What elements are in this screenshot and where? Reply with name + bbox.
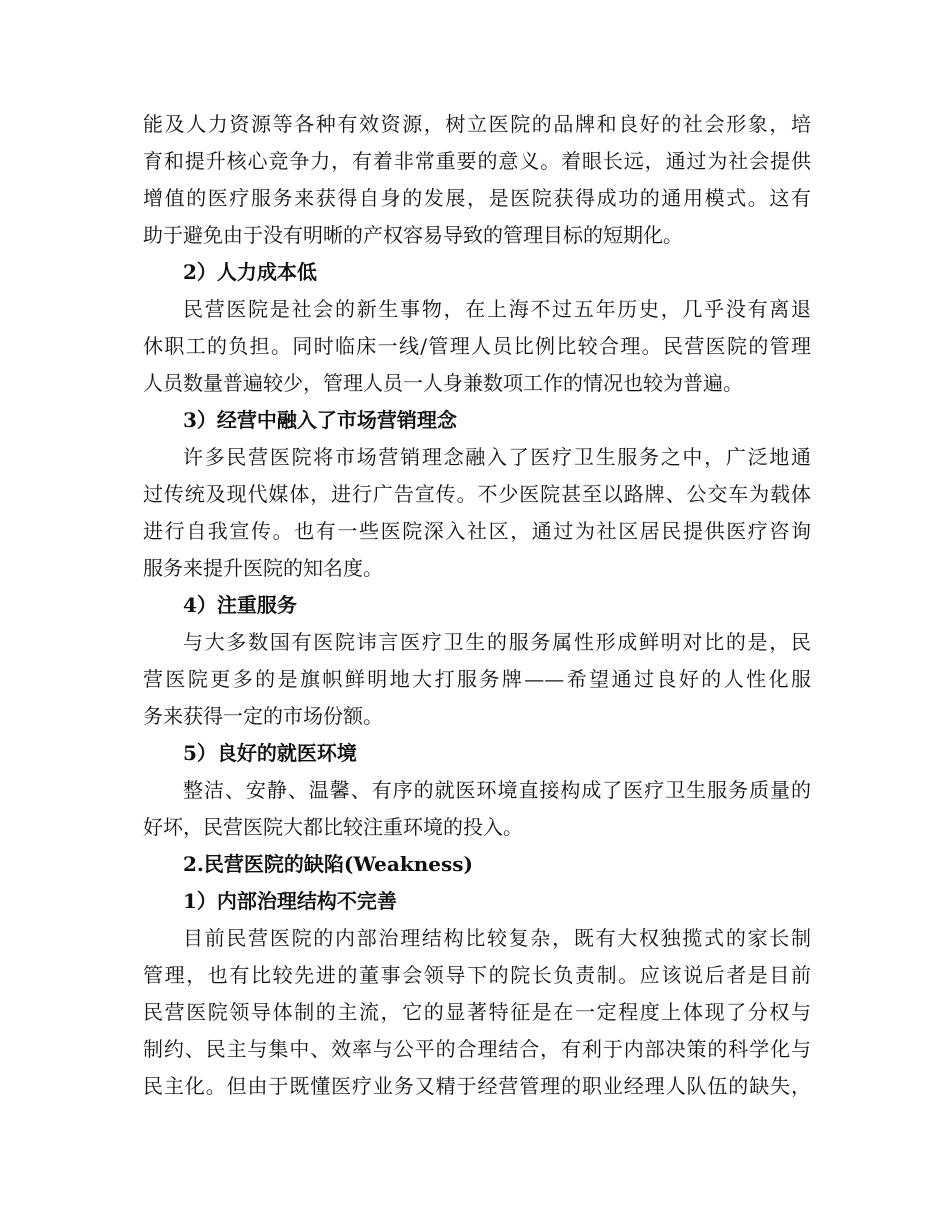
paragraph-line: 民主化。但由于既懂医疗业务又精于经营管理的职业经理人队伍的缺失， — [143, 1074, 811, 1098]
paragraph-line: 务来获得一定的市场份额。 — [143, 704, 383, 728]
paragraph-line: 能及人力资源等各种有效资源，树立医院的品牌和良好的社会形象，培 — [143, 112, 811, 136]
paragraph-line: 进行自我宣传。也有一些医院深入社区，通过为社区居民提供医疗咨询 — [143, 519, 811, 543]
paragraph-line: 管理，也有比较先进的董事会领导下的院长负责制。应该说后者是目前 — [143, 963, 811, 987]
paragraph-line: 营医院更多的是旗帜鲜明地大打服务牌——希望通过良好的人性化服 — [143, 667, 811, 691]
paragraph-line: 整洁、安静、温馨、有序的就医环境直接构成了医疗卫生服务质量的 — [183, 778, 811, 802]
paragraph-line: 许多民营医院将市场营销理念融入了医疗卫生服务之中，广泛地通 — [183, 445, 811, 469]
paragraph-line: 增值的医疗服务来获得自身的发展，是医院获得成功的通用模式。这有 — [143, 186, 811, 210]
section-heading: 2.民营医院的缺陷(Weakness) — [183, 852, 473, 876]
section-heading: 3）经营中融入了市场营销理念 — [183, 408, 457, 432]
paragraph-line: 民营医院领导体制的主流，它的显著特征是在一定程度上体现了分权与 — [143, 1000, 811, 1024]
document-body — [143, 106, 811, 1105]
section-heading: 5）良好的就医环境 — [183, 741, 357, 765]
paragraph-line: 民营医院是社会的新生事物，在上海不过五年历史，几乎没有离退 — [183, 297, 811, 321]
paragraph-line: 休职工的负担。同时临床一线/管理人员比例比较合理。民营医院的管理 — [143, 334, 811, 358]
paragraph-line: 过传统及现代媒体，进行广告宣传。不少医院甚至以路牌、公交车为载体 — [143, 482, 811, 506]
section-heading: 1）内部治理结构不完善 — [183, 889, 397, 913]
paragraph-line: 与大多数国有医院讳言医疗卫生的服务属性形成鲜明对比的是，民 — [183, 630, 811, 654]
paragraph-line: 育和提升核心竞争力，有着非常重要的意义。着眼长远，通过为社会提供 — [143, 149, 811, 173]
paragraph-line: 助于避免由于没有明晰的产权容易导致的管理目标的短期化。 — [143, 223, 683, 247]
paragraph-line: 目前民营医院的内部治理结构比较复杂，既有大权独揽式的家长制 — [183, 926, 811, 950]
paragraph-line: 人员数量普遍较少，管理人员一人身兼数项工作的情况也较为普遍。 — [143, 371, 743, 395]
section-heading: 2）人力成本低 — [183, 260, 317, 284]
paragraph-line: 好坏，民营医院大都比较注重环境的投入。 — [143, 815, 523, 839]
paragraph-line: 服务来提升医院的知名度。 — [143, 556, 383, 580]
paragraph-line: 制约、民主与集中、效率与公平的合理结合，有利于内部决策的科学化与 — [143, 1037, 811, 1061]
section-heading: 4）注重服务 — [183, 593, 297, 617]
